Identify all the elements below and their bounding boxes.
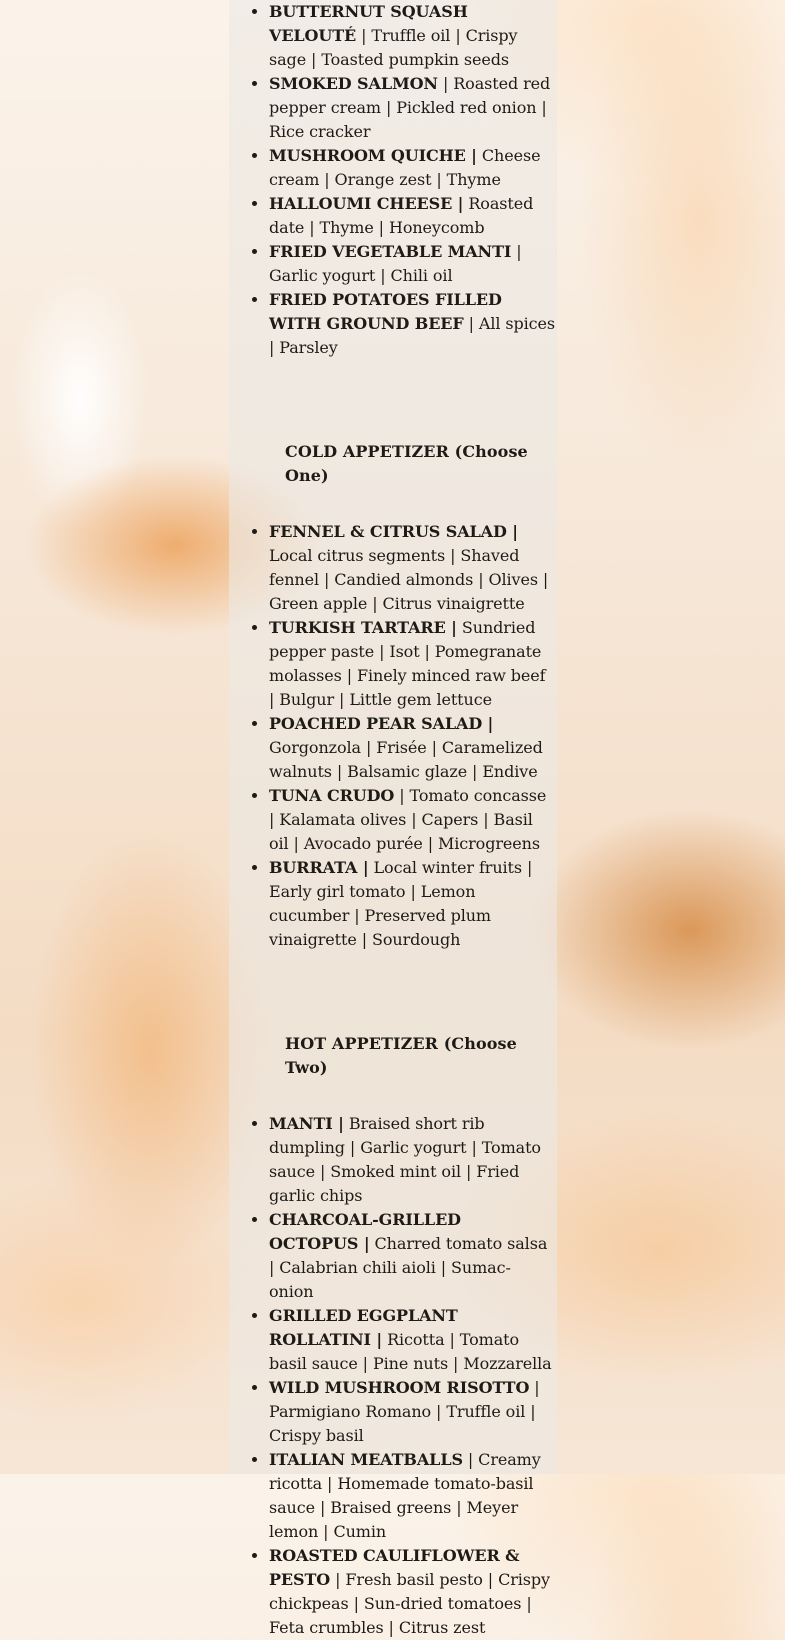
dish-name: TURKISH TARTARE |: [269, 618, 457, 637]
dish-description: Gorgonzola | Frisée | Caramelized walnuts | Balsamic glaze | Endive: [269, 738, 543, 781]
dish-description: | Creamy ricotta | Homemade tomato-basil sauce | Braised greens | Meyer lemon | Cumin: [269, 1450, 541, 1541]
list-item: [269, 1112, 555, 1208]
list-item: [269, 712, 555, 784]
dish-name: ROASTED CAULIFLOWER & PESTO: [269, 1546, 520, 1589]
dish-name: MUSHROOM QUICHE |: [269, 146, 477, 165]
dish-description: | Roasted red pepper cream | Pickled red onion | Rice cracker: [269, 74, 551, 141]
dish-name: FENNEL & CITRUS SALAD |: [269, 522, 518, 541]
section-title: HOT APPETIZER (Choose Two): [285, 1034, 517, 1077]
dish-description: Local winter fruits | Early girl tomato | Lemon cucumber | Preserved plum vinaigrette | Sourdough: [269, 858, 533, 949]
menu-section-cold-appetizer: [269, 440, 555, 952]
dish-list: [269, 0, 555, 360]
dish-list: [269, 520, 555, 952]
dish-name: FRIED VEGETABLE MANTI: [269, 242, 512, 261]
dish-name: HALLOUMI CHEESE |: [269, 194, 464, 213]
dish-name: SMOKED SALMON: [269, 74, 438, 93]
section-title: COLD APPETIZER (Choose One): [285, 442, 528, 485]
dish-description: Cheese cream | Orange zest | Thyme: [269, 146, 541, 189]
list-item: [269, 1304, 555, 1376]
menu-section-starters: [269, 0, 555, 360]
list-item: [269, 288, 555, 360]
list-item: [269, 192, 555, 240]
dish-name: MANTI |: [269, 1114, 344, 1133]
list-item: [269, 144, 555, 192]
list-item: [269, 1544, 555, 1640]
list-item: [269, 856, 555, 952]
dish-name: WILD MUSHROOM RISOTTO: [269, 1378, 530, 1397]
dish-description: Sundried pepper paste | Isot | Pomegranate molasses | Finely minced raw beef | Bulgur | Little gem lettuce: [269, 618, 546, 709]
dish-name: FRIED POTATOES FILLED WITH GROUND BEEF: [269, 290, 502, 333]
dish-description: | Fresh basil pesto | Crispy chickpeas | Sun-dried tomatoes | Feta crumbles | Citrus zest: [269, 1570, 550, 1637]
dish-description: | Tomato concasse | Kalamata olives | Capers | Basil oil | Avocado purée | Microgreens: [269, 786, 547, 853]
menu-section-hot-appetizer: [269, 1032, 555, 1640]
dish-description: | Truffle oil | Crispy sage | Toasted pumpkin seeds: [269, 26, 518, 69]
dish-name: BUTTERNUT SQUASH VELOUTÉ: [269, 2, 468, 45]
list-item: [269, 240, 555, 288]
dish-description: Braised short rib dumpling | Garlic yogurt | Tomato sauce | Smoked mint oil | Fried garlic chips: [269, 1114, 541, 1205]
dish-description: | Garlic yogurt | Chili oil: [269, 242, 522, 285]
list-item: [269, 1376, 555, 1448]
menu-panel: [229, 0, 557, 1637]
dish-name: BURRATA |: [269, 858, 369, 877]
dish-name: GRILLED EGGPLANT ROLLATINI |: [269, 1306, 458, 1349]
dish-description: Ricotta | Tomato basil sauce | Pine nuts | Mozzarella: [269, 1330, 552, 1373]
list-item: [269, 1448, 555, 1544]
list-item: [269, 520, 555, 616]
list-item: [269, 784, 555, 856]
dish-description: Charred tomato salsa | Calabrian chili aioli | Sumac-onion: [269, 1234, 548, 1301]
dish-description: Roasted date | Thyme | Honeycomb: [269, 194, 534, 237]
dish-name: ITALIAN MEATBALLS: [269, 1450, 463, 1469]
dish-name: POACHED PEAR SALAD |: [269, 714, 494, 733]
dish-description: | Parmigiano Romano | Truffle oil | Crispy basil: [269, 1378, 540, 1445]
list-item: [269, 72, 555, 144]
dish-name: CHARCOAL-GRILLED OCTOPUS |: [269, 1210, 461, 1253]
dish-name: TUNA CRUDO: [269, 786, 395, 805]
dish-description: Local citrus segments | Shaved fennel | Candied almonds | Olives | Green apple | Citrus vinaigrette: [269, 546, 549, 613]
dish-list: [269, 1112, 555, 1640]
dish-description: | All spices | Parsley: [269, 314, 556, 357]
list-item: [269, 616, 555, 712]
list-item: [269, 0, 555, 72]
list-item: [269, 1208, 555, 1304]
